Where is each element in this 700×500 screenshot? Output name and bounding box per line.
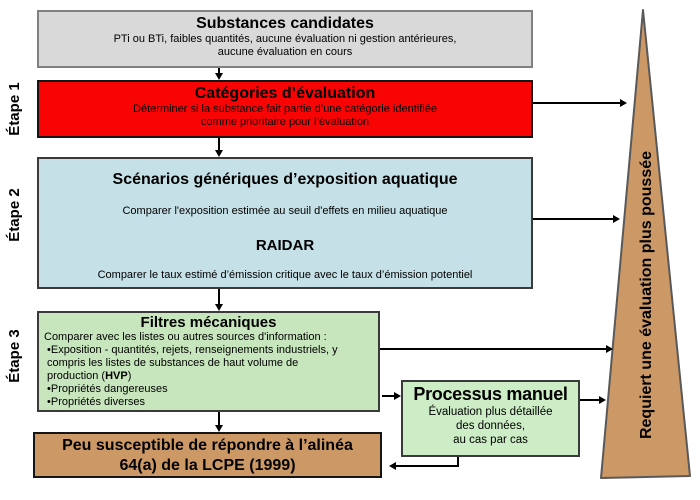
arrow-scenarios-to-filters [218, 289, 220, 304]
arrow-categories-to-triangle [533, 102, 620, 104]
candidate-substances-line1: PTi ou BTi, faibles quantités, aucune évaluation ni gestion antérieures, [113, 33, 457, 45]
mechanical-filters-bullet-hazard: •Propriétés dangereuses [47, 383, 168, 395]
arrowhead-filters-to-triangle [606, 345, 613, 353]
unlikely-cepa-line2: 64(a) de la LCPE (1999) [119, 457, 296, 474]
manual-process-box [401, 380, 580, 457]
stage-1-label: Étape 1 [6, 82, 23, 136]
bullet1-hvp: HVP [105, 370, 128, 382]
manual-process-line3: au cas par cas [453, 434, 528, 446]
mechanical-filters-box [37, 311, 380, 412]
arrow-filters-to-unlikely [218, 412, 220, 425]
stage-2-label: Étape 2 [6, 188, 23, 242]
arrow-filters-to-triangle [380, 348, 606, 350]
candidate-substances-title: Substances candidates [196, 15, 374, 32]
mechanical-filters-title: Filtres mécaniques [140, 314, 277, 331]
candidate-substances-box [37, 10, 533, 68]
arrowhead-candidates-to-categories [215, 73, 223, 80]
mechanical-filters-intro: Comparer avec les listes ou autres sources d'information : [44, 331, 327, 343]
evaluation-categories-box [37, 80, 533, 138]
arrowhead-categories-to-scenarios [215, 150, 223, 157]
arrowhead-categories-to-triangle [620, 99, 627, 107]
raidar-subtitle: RAIDAR [255, 237, 315, 254]
mechanical-filters-bullet-misc: •Propriétés diverses [47, 396, 146, 408]
evaluation-categories-line1: Déterminer si la substance fait partie d’une catégorie identifiée [133, 103, 437, 115]
arrow-manual-to-triangle [580, 399, 599, 401]
arrow-categories-to-scenarios [218, 138, 220, 150]
arrowhead-manual-to-unlikely [389, 462, 396, 470]
raidar-body: Comparer le taux estimé d’émission critique avec le taux d’émission potentiel [97, 269, 473, 281]
manual-process-line2: des données, [455, 420, 526, 432]
arrowhead-filters-to-unlikely [215, 425, 223, 432]
arrowhead-scenarios-to-triangle [613, 215, 620, 223]
aquatic-exposure-body: Comparer l'exposition estimée au seuil d'effets en milieu aquatique [122, 205, 448, 217]
bullet1-close: ) [127, 370, 132, 382]
stage-3-label: Étape 3 [6, 329, 23, 383]
priority-triangle-label: Requiert une évaluation plus poussée [638, 150, 655, 440]
mechanical-filters-bullet-exposure [39, 344, 347, 383]
arrow-scenarios-to-triangle [533, 218, 613, 220]
manual-process-title: Processus manuel [413, 384, 568, 404]
arrow-manual-to-unlikely-horizontal [396, 465, 458, 467]
aquatic-exposure-title: Scénarios génériques d’exposition aquatique [112, 171, 458, 188]
candidate-substances-line2: aucune évaluation en cours [217, 46, 353, 58]
manual-process-line1: Évaluation plus détaillée [428, 406, 553, 418]
arrowhead-scenarios-to-filters [215, 304, 223, 311]
arrowhead-manual-to-triangle [599, 396, 606, 404]
evaluation-categories-title: Catégories d’évaluation [194, 85, 376, 102]
bullet1-text: •Exposition - quantités, rejets, renseignements industriels, y compris les listes de substances de haut volume de production ( [47, 344, 338, 382]
evaluation-categories-line2: comme prioritaire pour l’évaluation [200, 116, 370, 128]
unlikely-cepa-box [33, 432, 382, 478]
unlikely-cepa-line1: Peu susceptible de répondre à l’alinéa [62, 437, 353, 454]
aquatic-exposure-box [37, 157, 533, 289]
arrowhead-filters-to-manual [394, 392, 401, 400]
